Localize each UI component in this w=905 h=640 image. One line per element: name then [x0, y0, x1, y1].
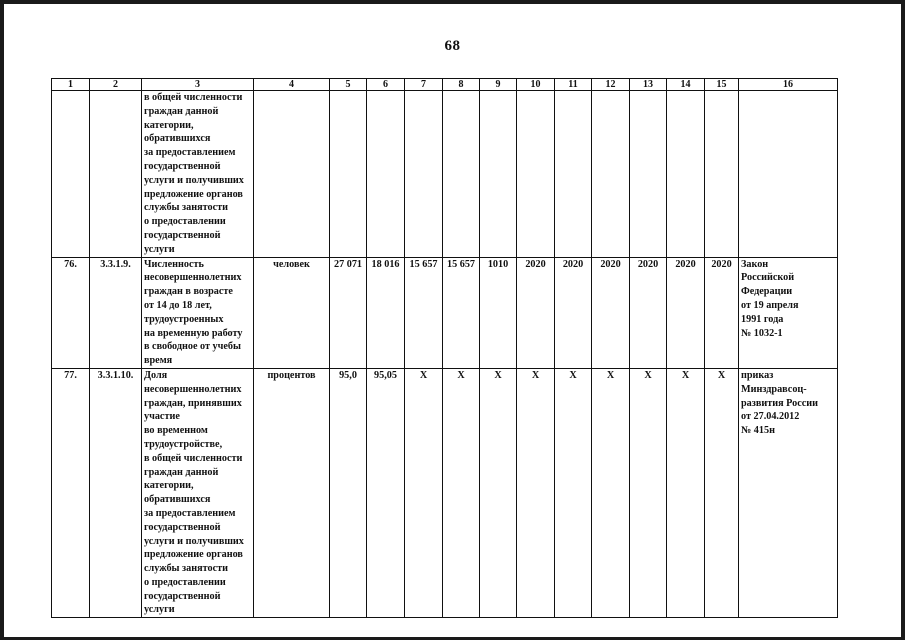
name-line: государственной	[144, 521, 221, 533]
basis-cell	[739, 257, 838, 368]
header-cell: 5	[330, 79, 367, 91]
value-cell: X	[592, 368, 630, 617]
name-line: услуги	[144, 243, 175, 255]
value-cell: 2020	[705, 257, 739, 368]
name-line: граждан данной	[144, 105, 219, 117]
value-cell: X	[517, 368, 555, 617]
row-number-cell: 76.	[52, 257, 90, 368]
name-line: несовершеннолетних	[144, 383, 242, 395]
page-number: 68	[444, 38, 461, 54]
name-line: за предоставлением	[144, 507, 236, 519]
value-cell: X	[555, 368, 592, 617]
name-line: во временном	[144, 425, 208, 437]
value-cell	[667, 91, 705, 258]
basis-line: № 1032-1	[741, 327, 783, 339]
value-cell	[517, 91, 555, 258]
value-cell: X	[480, 368, 517, 617]
indicator-name-cell	[142, 257, 254, 368]
header-cell: 16	[739, 79, 838, 91]
name-line: государственной	[144, 590, 221, 602]
basis-line: № 415н	[741, 425, 775, 437]
name-line: несовершеннолетних	[144, 272, 242, 284]
name-line: о предоставлении	[144, 576, 226, 588]
header-cell: 15	[705, 79, 739, 91]
header-cell: 14	[667, 79, 705, 91]
scan-border-right	[901, 0, 905, 640]
unit-cell	[254, 91, 330, 258]
basis-line: 1991 года	[741, 313, 784, 325]
value-cell: X	[443, 368, 480, 617]
name-line: услуги	[144, 604, 175, 616]
table-row	[52, 91, 838, 258]
header-cell: 7	[405, 79, 443, 91]
value-cell: 2020	[555, 257, 592, 368]
name-line: службы занятости	[144, 563, 228, 575]
table-header-row	[52, 79, 838, 91]
row-code-cell: 3.3.1.10.	[90, 368, 142, 617]
header-cell: 12	[592, 79, 630, 91]
name-line: на временную работу	[144, 327, 243, 339]
name-line: государственной	[144, 229, 221, 241]
name-line: в общей численности	[144, 92, 243, 103]
value-cell: 27 071	[330, 257, 367, 368]
scan-border-top	[0, 0, 905, 4]
name-line: за предоставлением	[144, 147, 236, 159]
basis-line: развития России	[741, 397, 819, 409]
name-line: Численность	[144, 258, 204, 270]
basis-line: от 27.04.2012	[741, 411, 800, 423]
header-cell: 13	[630, 79, 667, 91]
indicators-table	[51, 78, 838, 618]
value-cell	[330, 91, 367, 258]
header-cell: 8	[443, 79, 480, 91]
name-line: предложение органов	[144, 188, 243, 200]
name-line: трудоустройстве,	[144, 438, 223, 450]
value-cell: X	[667, 368, 705, 617]
name-line: трудоустроенных	[144, 313, 224, 325]
name-line: предложение органов	[144, 549, 243, 561]
header-cell: 4	[254, 79, 330, 91]
header-cell: 6	[367, 79, 405, 91]
header-cell: 9	[480, 79, 517, 91]
unit-cell: процентов	[254, 368, 330, 617]
value-cell	[480, 91, 517, 258]
header-cell: 3	[142, 79, 254, 91]
name-line: от 14 до 18 лет,	[144, 299, 212, 311]
basis-line: Минздравсоц-	[741, 383, 807, 395]
indicator-name-cell	[142, 91, 254, 258]
name-line: услуги и получивших	[144, 535, 244, 547]
value-cell: X	[405, 368, 443, 617]
name-line: о предоставлении	[144, 216, 226, 228]
name-line: услуги и получивших	[144, 174, 244, 186]
value-cell: 2020	[517, 257, 555, 368]
value-cell	[705, 91, 739, 258]
table-row	[52, 368, 838, 617]
value-cell: 2020	[667, 257, 705, 368]
name-line: государственной	[144, 160, 221, 172]
name-line: граждан, принявших	[144, 397, 242, 409]
name-line: категории,	[144, 480, 194, 492]
scan-border-left	[0, 0, 4, 640]
header-cell: 2	[90, 79, 142, 91]
value-cell: 15 657	[443, 257, 480, 368]
unit-cell: человек	[254, 257, 330, 368]
value-cell: 95,05	[367, 368, 405, 617]
name-line: Доля	[144, 369, 168, 381]
value-cell: 18 016	[367, 257, 405, 368]
value-cell: 95,0	[330, 368, 367, 617]
row-code-cell	[90, 91, 142, 258]
value-cell: 2020	[630, 257, 667, 368]
row-number-cell: 77.	[52, 368, 90, 617]
header-cell: 11	[555, 79, 592, 91]
value-cell	[367, 91, 405, 258]
name-line: обратившихся	[144, 494, 211, 506]
indicator-name-cell	[142, 368, 254, 617]
value-cell	[443, 91, 480, 258]
basis-line: Российской	[741, 272, 795, 284]
header-cell: 10	[517, 79, 555, 91]
value-cell: 1010	[480, 257, 517, 368]
basis-line: приказ	[741, 369, 774, 381]
basis-cell	[739, 91, 838, 258]
value-cell: 15 657	[405, 257, 443, 368]
name-line: службы занятости	[144, 202, 228, 214]
row-number-cell	[52, 91, 90, 258]
name-line: время	[144, 355, 173, 367]
name-line: обратившихся	[144, 133, 211, 145]
name-line: в общей численности	[144, 452, 243, 464]
row-code-cell: 3.3.1.9.	[90, 257, 142, 368]
basis-line: от 19 апреля	[741, 299, 799, 311]
value-cell: X	[705, 368, 739, 617]
value-cell: X	[630, 368, 667, 617]
value-cell	[630, 91, 667, 258]
table-row	[52, 257, 838, 368]
value-cell: 2020	[592, 257, 630, 368]
name-line: категории,	[144, 119, 194, 131]
basis-line: Закон	[741, 258, 769, 270]
basis-cell	[739, 368, 838, 617]
header-cell: 1	[52, 79, 90, 91]
basis-line: Федерации	[741, 286, 793, 298]
name-line: участие	[144, 411, 180, 423]
value-cell	[555, 91, 592, 258]
value-cell	[405, 91, 443, 258]
name-line: граждан данной	[144, 466, 219, 478]
name-line: граждан в возрасте	[144, 286, 233, 298]
value-cell	[592, 91, 630, 258]
name-line: в свободное от учебы	[144, 341, 241, 353]
